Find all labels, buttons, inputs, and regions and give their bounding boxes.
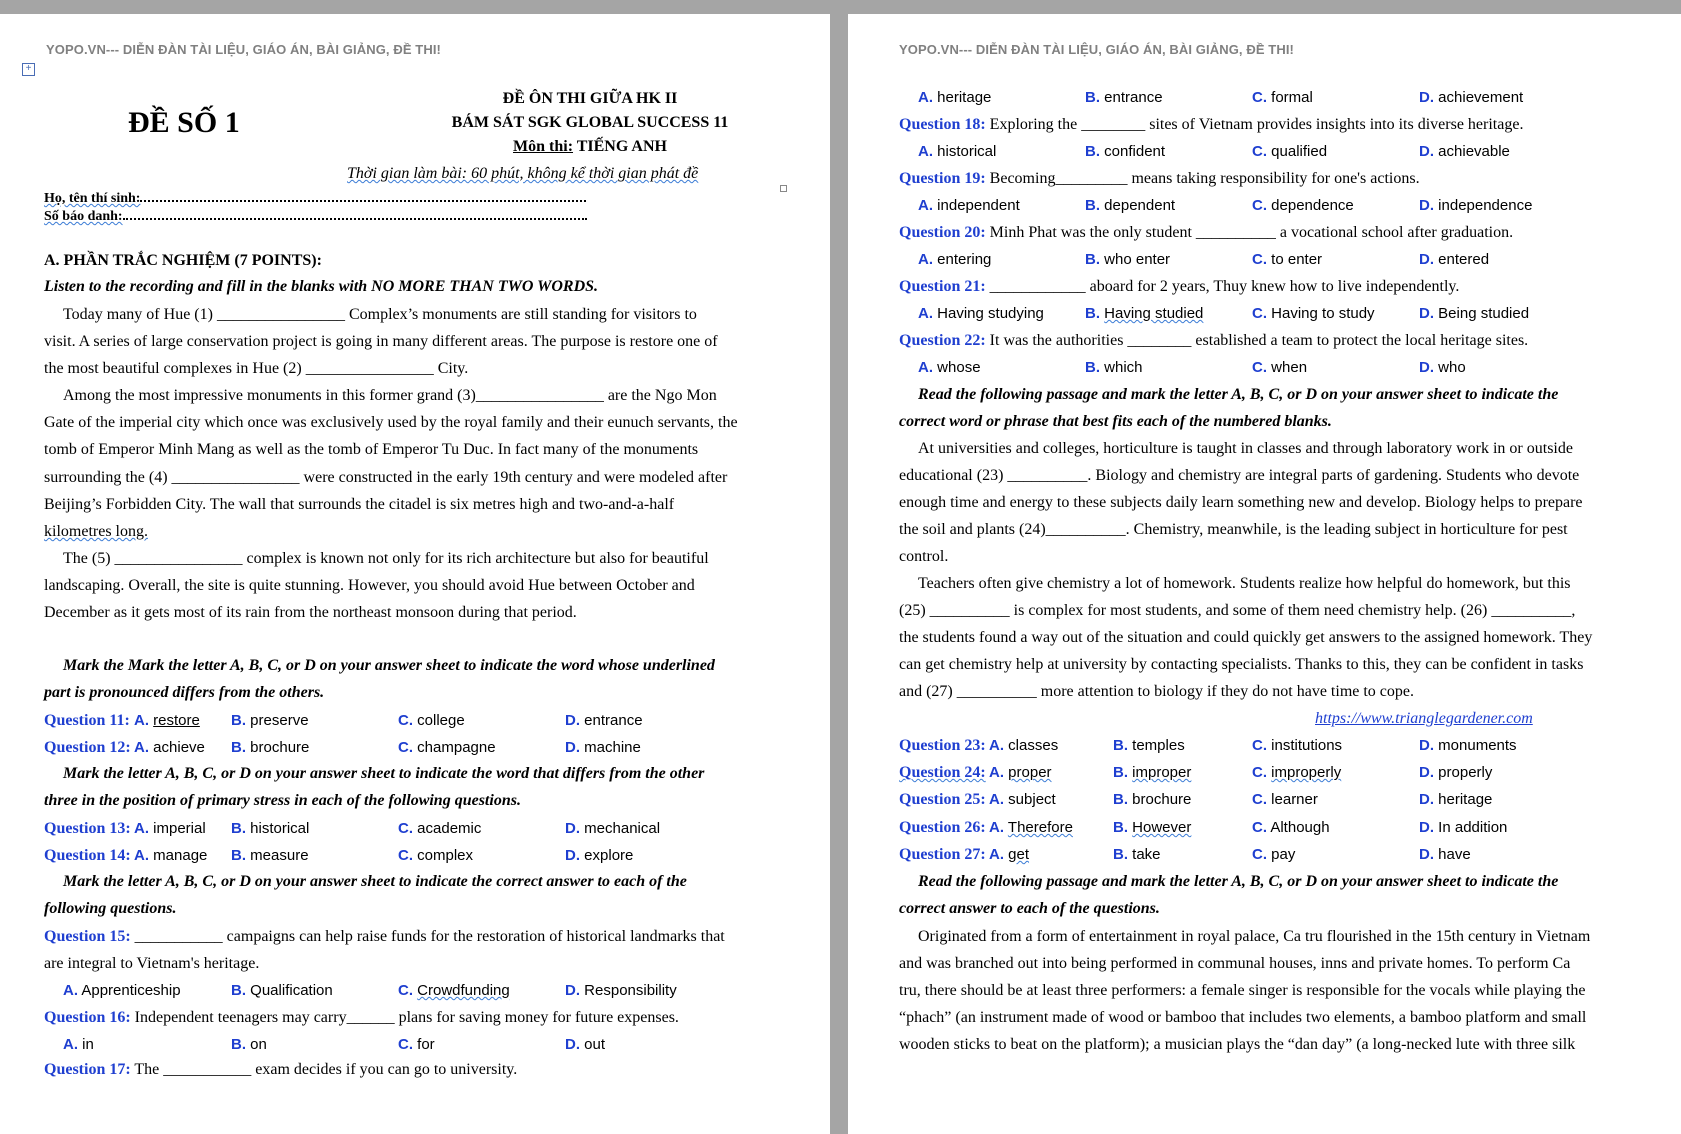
passage-line: and (27) __________ more attention to biology if they do not have time to cope. <box>899 683 1415 700</box>
q26-option-a[interactable]: A. Therefore <box>989 819 1073 836</box>
q11-option-a[interactable]: A. restore <box>134 712 200 729</box>
q23-option-c[interactable]: C. institutions <box>1252 737 1343 754</box>
instruction-line: following questions. <box>44 900 177 917</box>
q13-option-d[interactable]: D. mechanical <box>565 820 661 837</box>
question-19: Question 19: Becoming_________ means taking responsibility for one's actions. <box>899 170 1420 187</box>
question-11: Question 11: <box>44 712 130 729</box>
passage-line: December as it gets most of its rain from the northeast monsoon during that period. <box>44 604 577 621</box>
q24-option-c[interactable]: C. improperly <box>1252 764 1342 781</box>
question-12: Question 12: <box>44 739 131 756</box>
passage-line: “phach” (an instrument made of wood or bamboo that includes two elements, a bamboo platform and small <box>899 1009 1587 1026</box>
q26-option-c[interactable]: C. Although <box>1252 819 1330 836</box>
q23-option-d[interactable]: D. monuments <box>1419 737 1517 754</box>
q12-option-d[interactable]: D. machine <box>565 739 641 756</box>
q27-option-a[interactable]: A. get <box>989 846 1030 863</box>
passage-line: surrounding the (4) ________________ were constructed in the early 19th century and were modeled after <box>44 469 728 486</box>
q18-option-c[interactable]: C. qualified <box>1252 143 1328 160</box>
passage-line: landscaping. Overall, the site is quite stunning. However, you should avoid Hue between October and <box>44 577 695 594</box>
q22-option-c[interactable]: C. when <box>1252 359 1308 376</box>
exam-subtitle: BÁM SÁT SGK GLOBAL SUCCESS 11 <box>451 114 729 131</box>
passage-line: Gate of the imperial city which once was exclusively used by the royal family and their eunuch servants, the <box>44 414 738 431</box>
q18-option-b[interactable]: B. confident <box>1085 143 1166 160</box>
instruction-line: part is pronounced differs from the others. <box>44 684 325 701</box>
passage-line: control. <box>899 548 949 565</box>
q18-option-d[interactable]: D. achievable <box>1419 143 1510 160</box>
passage-line: Beijing’s Forbidden City. The wall that surrounds the citadel is six metres high and two-and-a-half <box>44 496 675 513</box>
question-24: Question 24: <box>899 764 986 781</box>
passage-line: educational (23) __________. Biology and chemistry are integral parts of gardening. Students who devote <box>899 467 1580 484</box>
q14-option-d[interactable]: D. explore <box>565 847 634 864</box>
instruction-line: correct word or phrase that best fits each of the numbered blanks. <box>899 413 1332 430</box>
question-17: Question 17: The ___________ exam decides if you can go to university. <box>44 1061 518 1078</box>
q16-option-c[interactable]: C. for <box>398 1036 435 1053</box>
instruction-line: Mark the Mark the letter A, B, C, or D on your answer sheet to indicate the word whose underlined <box>63 657 715 674</box>
instruction-line: Read the following passage and mark the letter A, B, C, or D on your answer sheet to indicate the <box>918 386 1559 403</box>
passage-line: tomb of Emperor Minh Mang as well as the tomb of Emperor Tu Duc. In fact many of the monuments <box>44 441 699 458</box>
section-a-heading: A. PHẦN TRẮC NGHIỆM (7 POINTS): <box>44 252 322 269</box>
q22-option-b[interactable]: B. which <box>1085 359 1143 376</box>
passage-line: the most beautiful complexes in Hue (2) ________________ City. <box>44 360 469 377</box>
q11-option-b[interactable]: B. preserve <box>231 712 309 729</box>
page-header: YOPO.VN--- DIỄN ĐÀN TÀI LIỆU, GIÁO ÁN, BÀI GIẢNG, ĐỀ THI! <box>46 42 441 57</box>
q21-option-c[interactable]: C. Having to study <box>1252 305 1375 322</box>
q26-option-d[interactable]: D. In addition <box>1419 819 1508 836</box>
q13-option-b[interactable]: B. historical <box>231 820 310 837</box>
exam-time: Thời gian làm bài: 60 phút, không kể thời gian phát đề <box>347 165 699 182</box>
question-14: Question 14: <box>44 847 131 864</box>
q17-option-a[interactable]: A. heritage <box>918 89 992 106</box>
q22-option-d[interactable]: D. who <box>1419 359 1466 376</box>
instruction-line: Read the following passage and mark the letter A, B, C, or D on your answer sheet to indicate the <box>918 873 1559 890</box>
passage-line: kilometres long. <box>44 523 148 540</box>
listening-instruction: Listen to the recording and fill in the blanks with NO MORE THAN TWO WORDS. <box>44 278 599 295</box>
exam-subject: Môn thi: TIẾNG ANH <box>513 138 667 155</box>
instruction-line: correct answer to each of the questions. <box>899 900 1160 917</box>
passage-line: At universities and colleges, horticulture is taught in classes and through laboratory work in or outside <box>918 440 1573 457</box>
q14-option-c[interactable]: C. complex <box>398 847 474 864</box>
exam-title: ĐỀ ÔN THI GIỮA HK II <box>502 90 678 107</box>
q21-option-b[interactable]: B. Having studied <box>1085 305 1204 322</box>
question-23: Question 23: <box>899 737 986 754</box>
passage-line: and was branched out into being performed in communal houses, inns and private homes. To perform Ca <box>899 955 1571 972</box>
q19-option-d[interactable]: D. independence <box>1419 197 1533 214</box>
question-22: Question 22: It was the authorities ________ established a team to protect the local heritage sites. <box>899 332 1529 349</box>
right-page <box>848 14 1681 1134</box>
candidate-id-line[interactable]: Số báo danh: <box>44 206 587 227</box>
q15-option-d[interactable]: D. Responsibility <box>565 982 677 999</box>
q22-option-a[interactable]: A. whose <box>918 359 981 376</box>
page-header: YOPO.VN--- DIỄN ĐÀN TÀI LIỆU, GIÁO ÁN, BÀI GIẢNG, ĐỀ THI! <box>899 42 1294 57</box>
exam-number-title: ĐỀ SỐ 1 <box>128 106 240 139</box>
question-25: Question 25: <box>899 791 986 808</box>
question-15-cont: are integral to Vietnam's heritage. <box>44 955 260 972</box>
question-20: Question 20: Minh Phat was the only student __________ a vocational school after graduation. <box>899 224 1514 241</box>
instruction-line: Mark the letter A, B, C, or D on your answer sheet to indicate the word that differs from the other <box>63 765 705 782</box>
q25-option-b[interactable]: B. brochure <box>1113 791 1192 808</box>
passage-line: (25) __________ is complex for most students, and some of them need chemistry help. (26) __________, <box>899 602 1576 619</box>
passage-line: can get chemistry help at university by contacting specialists. Thanks to this, they can be confident in tasks <box>899 656 1584 673</box>
question-15: Question 15: ___________ campaigns can help raise funds for the restoration of historical landmarks that <box>44 928 725 945</box>
candidate-name-line[interactable]: Họ, tên thí sinh: <box>44 188 586 209</box>
passage-line: wooden sticks to beat on the platform); a musician plays the “dan day” (a long-necked lute with three silk <box>899 1036 1576 1053</box>
question-26: Question 26: <box>899 819 986 836</box>
q27-option-c[interactable]: C. pay <box>1252 846 1296 863</box>
passage-line: The (5) ________________ complex is known not only for its rich architecture but also for beautiful <box>63 550 709 567</box>
question-21: Question 21: ____________ aboard for 2 years, Thuy knew how to live independently. <box>899 278 1460 295</box>
q13-option-a[interactable]: A. imperial <box>134 820 206 837</box>
q17-option-d[interactable]: D. achievement <box>1419 89 1524 106</box>
q24-option-a[interactable]: A. proper <box>989 764 1052 781</box>
question-27: Question 27: <box>899 846 986 863</box>
q26-option-b[interactable]: B. However <box>1113 819 1192 836</box>
q17-option-b[interactable]: B. entrance <box>1085 89 1163 106</box>
q23-option-b[interactable]: B. temples <box>1113 737 1185 754</box>
q20-option-a[interactable]: A. entering <box>918 251 992 268</box>
instruction-line: three in the position of primary stress in each of the following questions. <box>44 792 521 809</box>
q14-option-a[interactable]: A. manage <box>134 847 208 864</box>
q20-option-b[interactable]: B. who enter <box>1085 251 1171 268</box>
q11-option-c[interactable]: C. college <box>398 712 465 729</box>
q16-option-b[interactable]: B. on <box>231 1036 267 1053</box>
q27-option-b[interactable]: B. take <box>1113 846 1161 863</box>
q19-option-b[interactable]: B. dependent <box>1085 197 1176 214</box>
passage-line: visit. A series of large conservation project is going in many different areas. The purpose is restore one of <box>44 333 718 350</box>
q18-option-a[interactable]: A. historical <box>918 143 997 160</box>
q24-option-b[interactable]: B. improper <box>1113 764 1192 781</box>
q12-option-a[interactable]: A. achieve <box>134 739 205 756</box>
passage-line: Today many of Hue (1) ________________ Complex’s monuments are still standing for visitors to <box>63 306 697 323</box>
q24-option-d[interactable]: D. properly <box>1419 764 1493 781</box>
q21-option-a[interactable]: A. Having studying <box>918 305 1044 322</box>
q15-option-a[interactable]: A. Apprenticeship <box>63 982 181 999</box>
left-page <box>0 14 830 1134</box>
q12-option-c[interactable]: C. champagne <box>398 739 496 756</box>
q25-option-a[interactable]: A. subject <box>989 791 1056 808</box>
q16-option-a[interactable]: A. in <box>63 1036 94 1053</box>
q13-option-c[interactable]: C. academic <box>398 820 482 837</box>
q15-option-b[interactable]: B. Qualification <box>231 982 333 999</box>
q20-option-d[interactable]: D. entered <box>1419 251 1490 268</box>
passage-line: the students found a way out of the situation and could quickly get answers to the assigned homework. They <box>899 629 1593 646</box>
q25-option-d[interactable]: D. heritage <box>1419 791 1493 808</box>
q21-option-d[interactable]: D. Being studied <box>1419 305 1530 322</box>
passage-line: the soil and plants (24)__________. Chemistry, meanwhile, is the leading subject in horticulture for pest <box>899 521 1568 538</box>
q19-option-c[interactable]: C. dependence <box>1252 197 1354 214</box>
passage-line: Among the most impressive monuments in this former grand (3)________________ are the Ngo Mon <box>63 387 717 404</box>
passage-line: Teachers often give chemistry a lot of homework. Students realize how helpful do homework, but this <box>918 575 1571 592</box>
q16-option-d[interactable]: D. out <box>565 1036 606 1053</box>
q20-option-c[interactable]: C. to enter <box>1252 251 1323 268</box>
q11-option-d[interactable]: D. entrance <box>565 712 643 729</box>
object-marker <box>780 185 787 192</box>
q12-option-b[interactable]: B. brochure <box>231 739 310 756</box>
q19-option-a[interactable]: A. independent <box>918 197 1020 214</box>
q17-option-c[interactable]: C. formal <box>1252 89 1313 106</box>
source-link[interactable]: https://www.trianglegardener.com <box>1315 710 1533 727</box>
q23-option-a[interactable]: A. classes <box>989 737 1059 754</box>
instruction-line: Mark the letter A, B, C, or D on your answer sheet to indicate the correct answer to each of the <box>63 873 687 890</box>
q15-option-c[interactable]: C. Crowdfunding <box>398 982 510 999</box>
question-18: Question 18: Exploring the ________ sites of Vietnam provides insights into its diverse heritage. <box>899 116 1524 133</box>
q14-option-b[interactable]: B. measure <box>231 847 309 864</box>
question-16: Question 16: Independent teenagers may carry______ plans for saving money for future expenses. <box>44 1009 679 1026</box>
table-anchor-icon[interactable]: + <box>22 63 35 76</box>
q27-option-d[interactable]: D. have <box>1419 846 1471 863</box>
q25-option-c[interactable]: C. learner <box>1252 791 1318 808</box>
passage-line: tru, there should be at least three performers: a female singer is responsible for the vocals while playing the <box>899 982 1586 999</box>
passage-line: enough time and energy to these subjects daily learn something new and develop. Biology helps to prepare <box>899 494 1583 511</box>
passage-line: Originated from a form of entertainment in royal palace, Ca tru flourished in the 15th century in Vietnam <box>918 928 1591 945</box>
question-13: Question 13: <box>44 820 131 837</box>
